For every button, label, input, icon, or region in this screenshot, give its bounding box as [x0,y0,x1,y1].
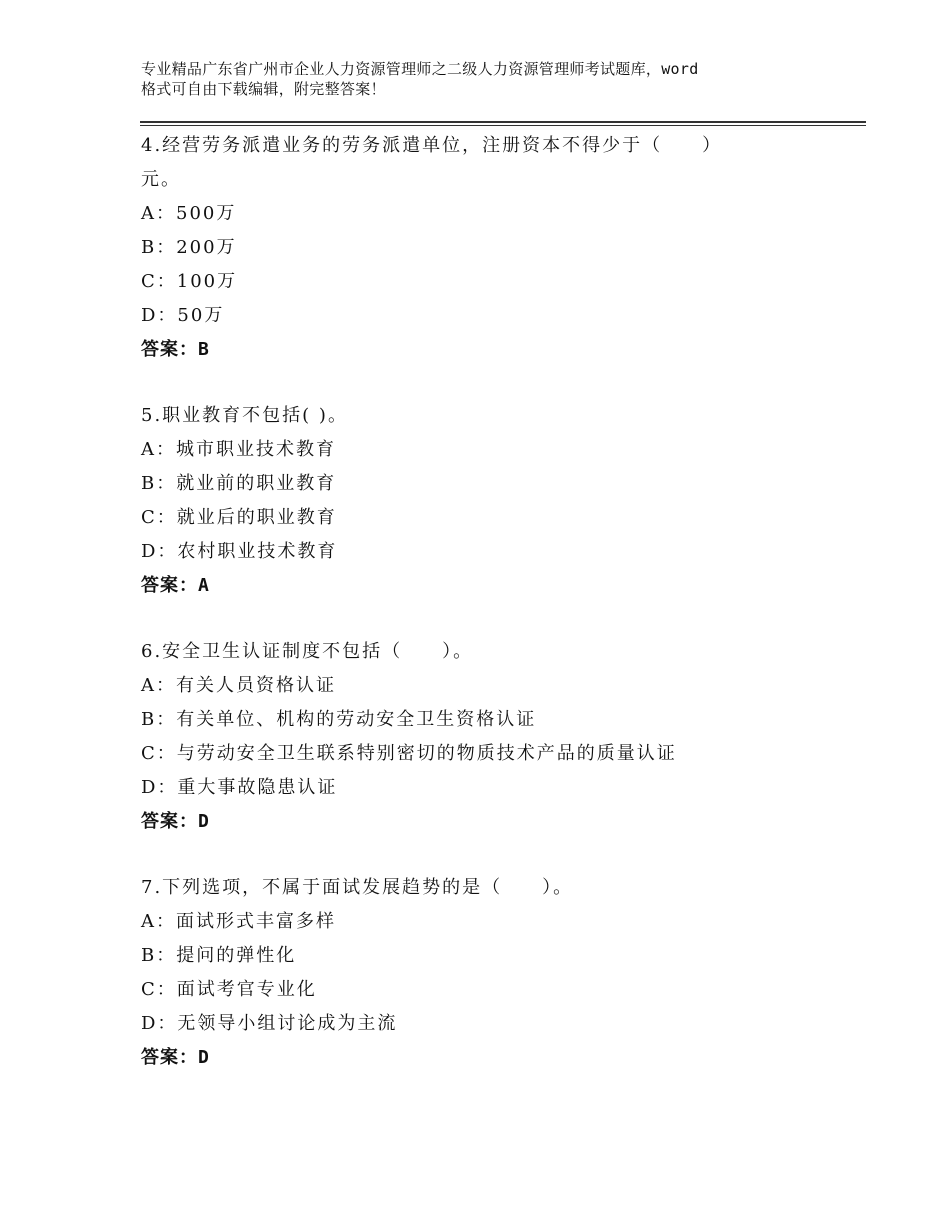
question-6 [141,635,861,839]
question-5 [141,399,861,603]
header-rule-thin [140,125,866,126]
question-stem: 7.下列选项，不属于面试发展趋势的是（ ）。 [141,877,574,898]
question-stem: 6.安全卫生认证制度不包括（ ）。 [141,641,474,662]
question-stem-continued: 元。 [141,169,181,190]
option-d: D：50万 [141,305,225,326]
question-stem: 4.经营劳务派遣业务的劳务派遣单位，注册资本不得少于（ ） [141,135,723,156]
answer-label: 答案：A [141,575,210,596]
question-list [141,129,861,1107]
option-a: A：500万 [141,203,237,224]
header-line-1: 专业精品广东省广州市企业人力资源管理师之二级人力资源管理师考试题库，word [141,60,699,78]
option-a: A：有关人员资格认证 [141,675,336,696]
option-a: A：面试形式丰富多样 [141,911,336,932]
option-c: C：100万 [141,271,238,292]
question-4 [141,129,861,367]
option-b: B：就业前的职业教育 [141,473,337,494]
document-header [141,59,841,99]
option-d: D：重大事故隐患认证 [141,777,338,798]
option-b: B：200万 [141,237,237,258]
option-c: C：与劳动安全卫生联系特别密切的物质技术产品的质量认证 [141,743,677,764]
header-rule-thick [140,121,866,123]
question-7 [141,871,861,1075]
header-line-2: 格式可自由下载编辑，附完整答案！ [141,80,386,98]
option-b: B：提问的弹性化 [141,945,297,966]
answer-label: 答案：B [141,339,210,360]
option-c: C：面试考官专业化 [141,979,317,1000]
answer-label: 答案：D [141,1047,210,1068]
option-d: D：农村职业技术教育 [141,541,338,562]
option-a: A：城市职业技术教育 [141,439,336,460]
option-d: D：无领导小组讨论成为主流 [141,1013,398,1034]
option-b: B：有关单位、机构的劳动安全卫生资格认证 [141,709,537,730]
option-c: C：就业后的职业教育 [141,507,337,528]
question-stem: 5.职业教育不包括( )。 [141,405,348,426]
answer-label: 答案：D [141,811,210,832]
